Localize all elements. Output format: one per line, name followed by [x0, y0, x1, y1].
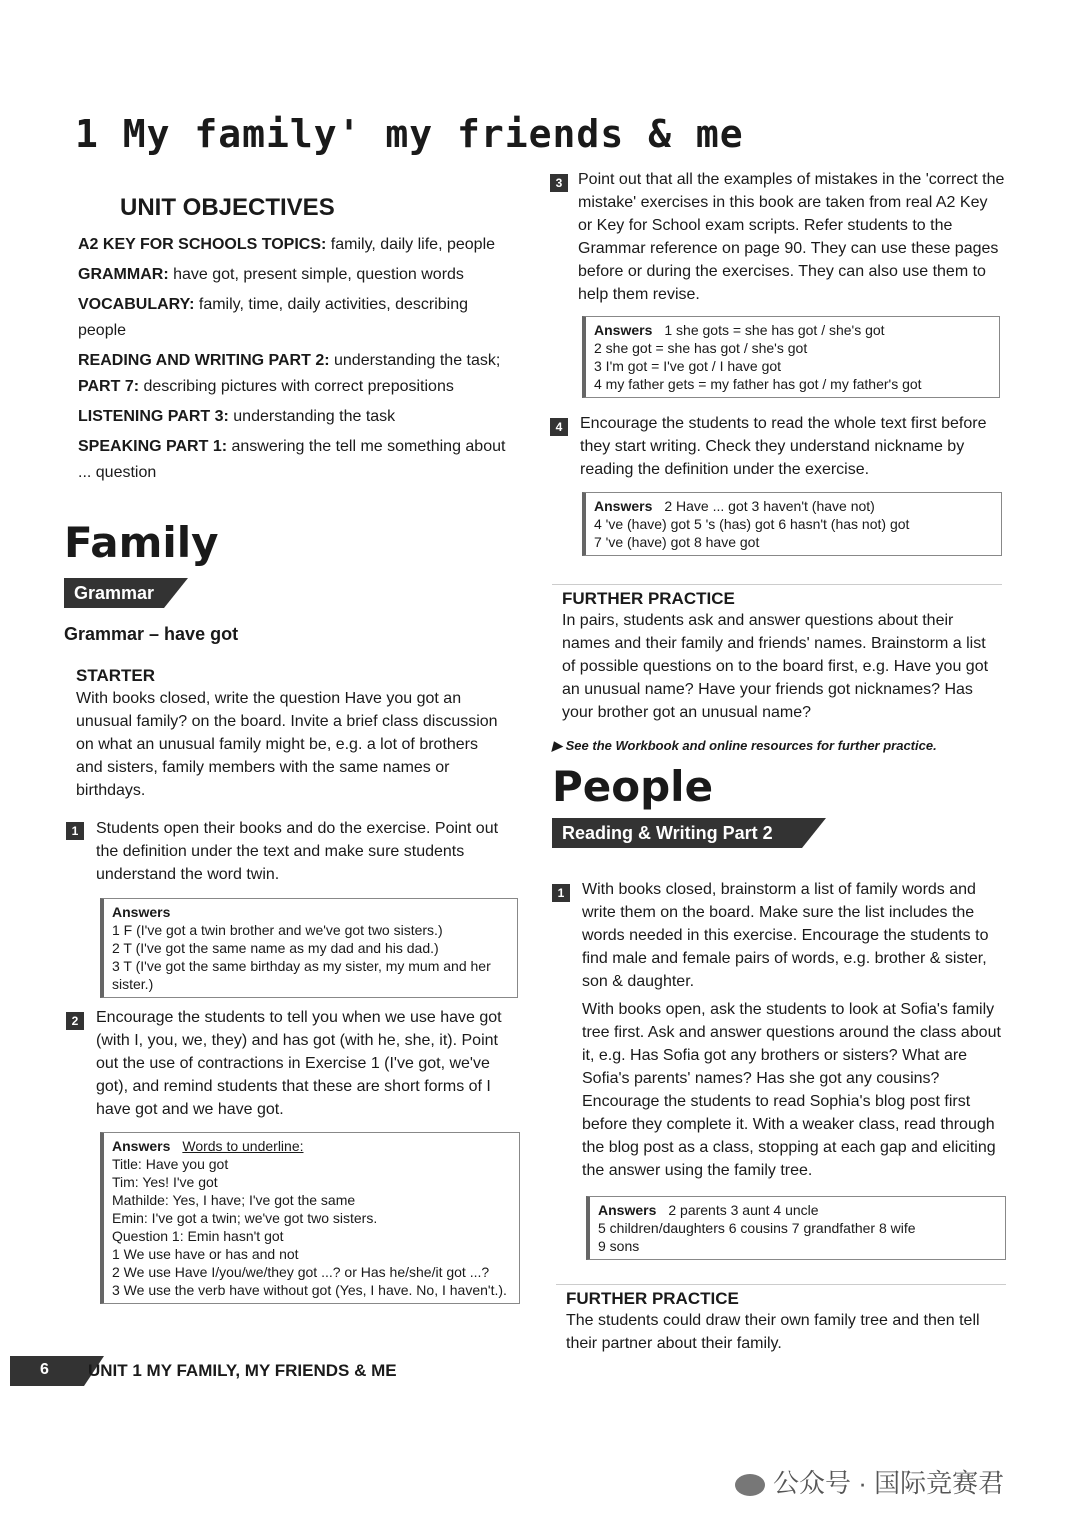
answer-line: 2 she got = she has got / she's got	[594, 340, 808, 356]
objective-item: READING AND WRITING PART 2: understanding the task;	[78, 352, 501, 369]
exercise-number: 2	[66, 1012, 84, 1030]
exercise-4-text: Encourage the students to read the whole text first before they start writing. Check they understand nickname by reading the definition under the exercise.	[580, 415, 987, 478]
answer-line: 4 my father gets = my father has got / my father's got	[594, 376, 922, 392]
starter-heading: STARTER	[76, 666, 156, 685]
answer-line: 2 Have ... got 3 haven't (have not)	[664, 498, 875, 514]
grammar-banner: Grammar	[64, 578, 164, 608]
starter-text: With books closed, write the question Have you got an unusual family? on the board. Invite a brief class discussion on what an unusual family might be, e.g. a lot of brothers and sisters, family members with the same names or birthdays.	[76, 690, 498, 799]
further-practice-text: In pairs, students ask and answer questions about their names and their family and friends' names. Brainstorm a list of possible questions on to the board first, e.g. Have you got an unusual name? Have your friends got nicknames? Has your brother got an unusual name?	[562, 612, 989, 721]
unit-objectives-heading: UNIT OBJECTIVES	[120, 194, 335, 221]
answers-box-people-ex1	[586, 1196, 1006, 1260]
page-title: 1 My family' my friends & me	[75, 112, 744, 156]
footer-unit-title: UNIT 1 MY FAMILY, MY FRIENDS & ME	[88, 1361, 397, 1380]
answer-line: 2 T (I've got the same name as my dad and his dad.)	[112, 940, 439, 956]
answer-line: 7 've (have) got 8 have got	[594, 534, 760, 550]
answer-line: 2 parents 3 aunt 4 uncle	[668, 1202, 819, 1218]
further-practice-heading: FURTHER PRACTICE	[566, 1289, 739, 1308]
answers-box-ex3	[582, 316, 1000, 398]
answer-line: Emin: I've got a twin; we've got two sisters.	[112, 1210, 378, 1226]
page-number: 6	[40, 1361, 49, 1378]
answers-label: Answers	[112, 1138, 171, 1154]
answer-line: 1 she gots = she has got / she's got	[664, 322, 885, 338]
objective-item: SPEAKING PART 1: answering the tell me something about ... question	[78, 438, 506, 481]
objective-item: LISTENING PART 3: understanding the task	[78, 408, 396, 425]
answer-line: 1 F (I've got a twin brother and we've got two sisters.)	[112, 922, 443, 938]
further-practice-text: The students could draw their own family tree and then tell their partner about their family.	[566, 1312, 980, 1352]
answer-line: 4 've (have) got 5 's (has) got 6 hasn't (has not) got	[594, 516, 910, 532]
answers-box-ex4	[582, 492, 1002, 556]
exercise-number: 1	[552, 884, 570, 902]
answers-label: Answers	[112, 904, 171, 920]
answer-line: 3 We use the verb have without got (Yes, I have. No, I haven't.).	[112, 1282, 507, 1298]
objective-item: PART 7: describing pictures with correct prepositions	[78, 378, 454, 395]
exercise-3-text: Point out that all the examples of mistakes in the 'correct the mistake' exercises in this book are taken from real A2 Key or Key for School exam scripts. Refer students to the Grammar reference on page 90. They can use these pages before or during the exercises. They can also use them to help them revise.	[578, 171, 1005, 303]
answer-line: 5 children/daughters 6 cousins 7 grandfather 8 wife	[598, 1220, 916, 1236]
exercise-2-text: Encourage the students to tell you when we use have got (with I, you, we, they) and has got (with he, she, it). Point out the use of contractions in Exercise 1 (I've got, we've got), and remind students that these are short forms of I have got and we have got.	[96, 1009, 502, 1118]
answer-line: Tim: Yes! I've got	[112, 1174, 218, 1190]
see-workbook-note: ▶ See the Workbook and online resources for further practice.	[552, 738, 937, 753]
answers-box-ex1	[100, 898, 518, 998]
further-practice-1	[552, 584, 1002, 724]
watermark: 公众号 · 国际竞赛君	[735, 1463, 1004, 1500]
answer-line: Question 1: Emin hasn't got	[112, 1228, 284, 1244]
objective-item: A2 KEY FOR SCHOOLS TOPICS: family, daily life, people	[78, 236, 496, 253]
people-exercise-1-text-b: With books open, ask the students to look at Sofia's family tree first. Ask and answer questions around the class about it, e.g. Has Sofia got any brothers or sisters? What are Sofia's parents' names? Has she got any cousins? Encourage the students to read Sophia's blog post first before they complete it. With a weaker class, read through the blog post as a class, stopping at each gap and eliciting the answer using the family tree.	[582, 1001, 1001, 1179]
objective-item: GRAMMAR: have got, present simple, question words	[78, 266, 464, 283]
people-exercise-1-text-a: With books closed, brainstorm a list of family words and write them on the board. Make sure the list includes the words needed in this exercise. Encourage the students to find male and female pairs of words, e.g. brother & sister, son & daughter.	[582, 881, 989, 990]
answers-intro: Words to underline:	[182, 1138, 304, 1154]
section-heading-family: Family	[64, 518, 219, 567]
answer-line: 3 I'm got = I've got / I have got	[594, 358, 782, 374]
answer-line: 3 T (I've got the same birthday as my sister, my mum and her sister.)	[112, 958, 491, 992]
answers-label: Answers	[594, 322, 653, 338]
answers-box-ex2	[100, 1132, 520, 1304]
objective-item: VOCABULARY: family, time, daily activities, describing people	[78, 296, 469, 339]
grammar-subheading: Grammar – have got	[64, 624, 239, 644]
exercise-number: 1	[66, 822, 84, 840]
answer-line: Title: Have you got	[112, 1156, 229, 1172]
further-practice-2	[556, 1284, 1006, 1355]
exercise-1-text: Students open their books and do the exercise. Point out the definition under the text and make sure students understand the word twin.	[96, 820, 499, 883]
answers-label: Answers	[594, 498, 653, 514]
wechat-icon	[735, 1474, 765, 1496]
further-practice-heading: FURTHER PRACTICE	[562, 589, 735, 608]
exercise-number: 4	[550, 418, 568, 436]
section-heading-people: People	[552, 762, 714, 811]
unit-objectives-list	[78, 232, 508, 486]
answer-line: 2 We use Have I/you/we/they got ...? or Has he/she/it got ...?	[112, 1264, 490, 1280]
answer-line: 9 sons	[598, 1238, 640, 1254]
exercise-number: 3	[550, 174, 568, 192]
arrow-right-icon: ▶	[552, 738, 562, 753]
answers-label: Answers	[598, 1202, 657, 1218]
reading-writing-banner: Reading & Writing Part 2	[552, 818, 802, 848]
answer-line: 1 We use have or has and not	[112, 1246, 299, 1262]
answer-line: Mathilde: Yes, I have; I've got the same	[112, 1192, 356, 1208]
